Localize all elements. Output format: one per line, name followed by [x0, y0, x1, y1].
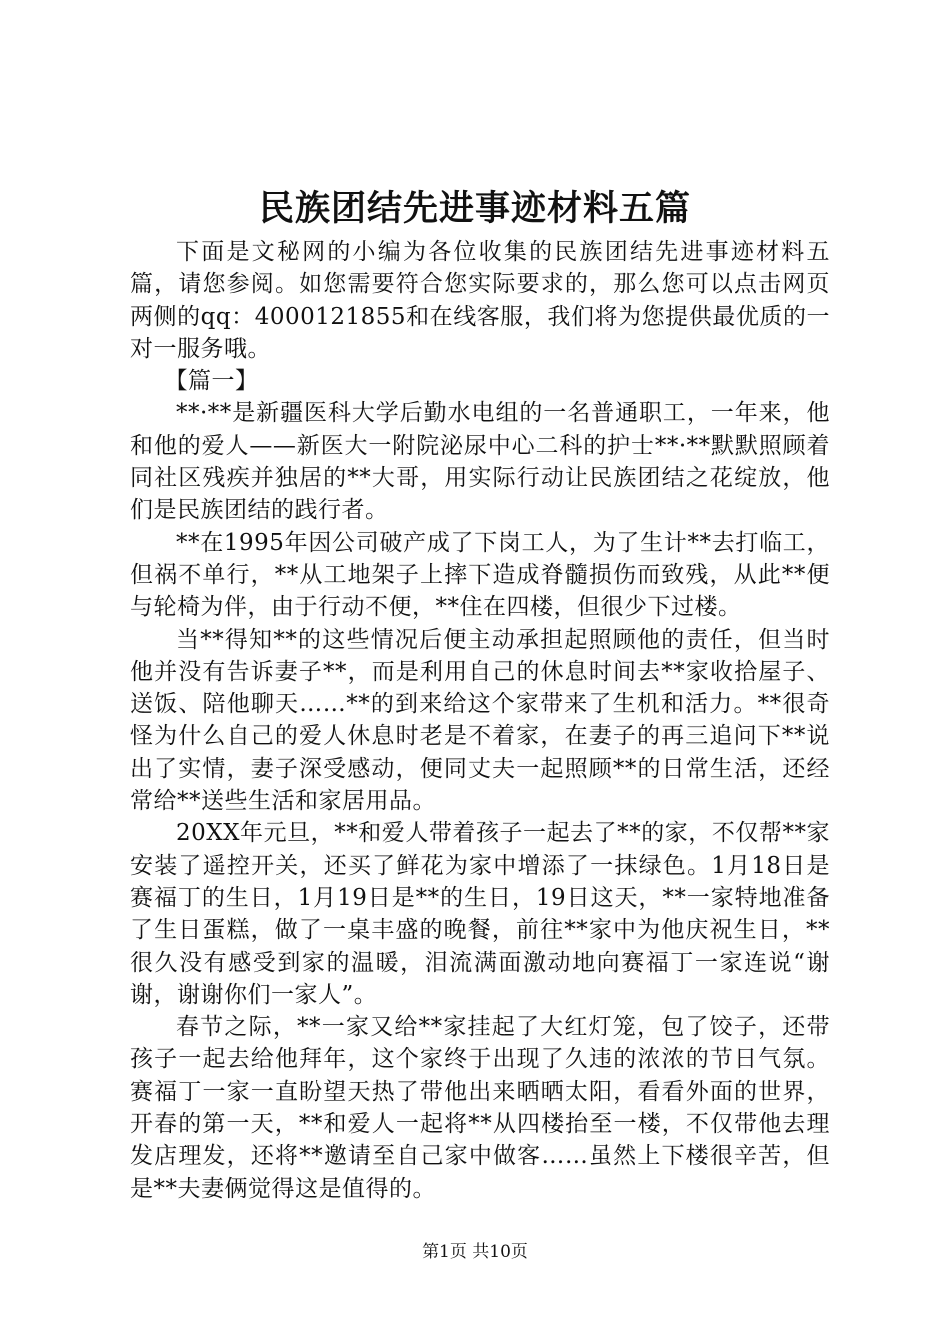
document-title: 民族团结先进事迹材料五篇: [258, 188, 691, 229]
intro-paragraph: 下面是文秘网的小编为各位收集的民族团结先进事迹材料五篇，请您参阅。如您需要符合您实际要求的，那么您可以点击网页两侧的qq：4000121855和在线客服，我们将为您提供最优质的一对一服务哦。: [130, 239, 830, 362]
page-indicator: 第1页 共10页: [422, 1242, 528, 1262]
body-paragraph: 20XX年元旦，**和爱人带着孩子一起去了**的家，不仅帮**家安装了遥控开关，还买了鲜花为家中增添了一抹绿色。1月18日是赛福丁的生日，1月19日是**的生日，19日这天，**一家特地准备了生日蛋糕，做了一桌丰盛的晚餐，前往**家中为他庆祝生日，**很久没有感受到家的温暖，泪流满面激动地向赛福丁一家连说“谢谢，谢谢你们一家人”。: [130, 820, 830, 1008]
body-paragraph: 春节之际，**一家又给**家挂起了大红灯笼，包了饺子，还带孩子一起去给他拜年，这个家终于出现了久违的浓浓的节日气氛。赛福丁一家一直盼望天热了带他出来晒晒太阳，看看外面的世界，开春的第一天，**和爱人一起将**从四楼抬至一楼，不仅带他去理发店理发，还将**邀请至自己家中做客……虽然上下楼很辛苦，但是**夫妻俩觉得这是值得的。: [130, 1014, 830, 1202]
body-paragraph: 当**得知**的这些情况后便主动承担起照顾他的责任，但当时他并没有告诉妻子**，而是利用自己的休息时间去**家收拾屋子、送饭、陪他聊天……**的到来给这个家带来了生机和活力。**很奇怪为什么自己的爱人休息时老是不着家，在妻子的再三追问下**说出了实情，妻子深受感动，便同丈夫一起照顾**的日常生活，还经常给**送些生活和家居用品。: [130, 626, 830, 815]
body-paragraph: **·**是新疆医科大学后勤水电组的一名普通职工，一年来，他和他的爱人——新医大一附院泌尿中心二科的护士**·**默默照顾着同社区残疾并独居的**大哥，用实际行动让民族团结之花绽放，他们是民族团结的践行者。: [130, 400, 830, 524]
body-paragraph: **在1995年因公司破产成了下岗工人，为了生计**去打临工，但祸不单行，**从工地架子上摔下造成脊髓损伤而致残，从此**便与轮椅为伴，由于行动不便，**住在四楼，但很少下过楼。: [130, 529, 830, 621]
document-body: [130, 236, 830, 1205]
section-heading: 【篇一】: [164, 368, 259, 395]
